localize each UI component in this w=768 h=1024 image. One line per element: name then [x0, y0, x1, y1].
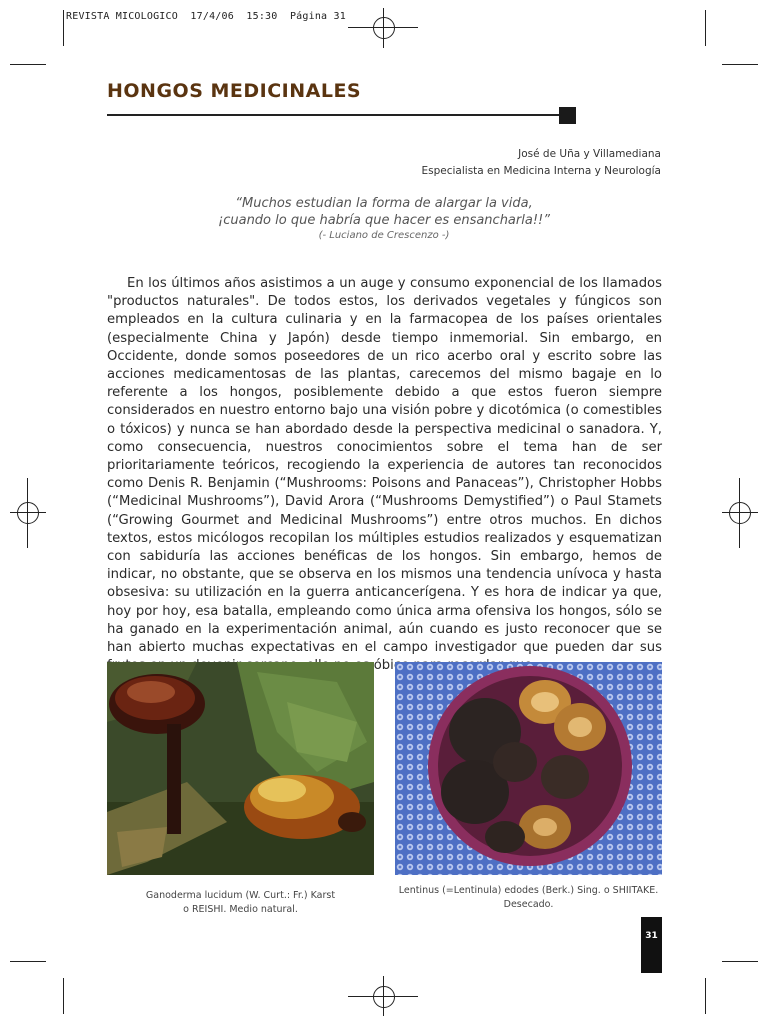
- crop-mark: [705, 978, 706, 1014]
- article-title: HONGOS MEDICINALES: [107, 80, 362, 102]
- crop-mark: [722, 961, 758, 962]
- author-role: Especialista en Medicina Interna y Neurología: [421, 165, 661, 177]
- crop-mark: [63, 10, 64, 46]
- crop-mark: [722, 64, 758, 65]
- article-body: [107, 275, 662, 675]
- photo-ganoderma: [107, 662, 374, 875]
- epigraph: [107, 195, 661, 242]
- print-slug: REVISTA MICOLOGICO 17/4/06 15:30 Página 31: [66, 11, 346, 22]
- caption-line: Ganoderma lucidum (W. Curt.: Fr.) Karst: [145, 890, 336, 901]
- body-paragraph: En los últimos años asistimos a un auge y consumo exponencial de los llamados "productos naturales". De todos estos, los derivados vegetales y fúngicos son empleados en la cultura culinaria y en la farmacopea de los países orientales (especialmente China y Japón) desde tiempo inmemorial. Sin embargo, en Occidente, donde somos poseedores de un rico acerbo oral y escrito sobre las acciones medicamentosas de las plantas, carecemos del mismo bagaje en lo referente a los hongos, posiblemente debido a que estos fueron siempre considerados en nuestro entorno bajo una visión pobre y dicotómica (o comestibles o tóxicos) y nunca se han abordado desde la perspectiva medicinal o sanadora. Y, como consecuencia, nuestros conocimientos sobre el tema han de ser prioritariamente teóricos, recogiendo la experiencia de autores tan reconocidos como Denis R. Benjamin (“Mushrooms: Poisons and Panaceas”), Christopher Hobbs (“Medicinal Mushrooms”), David Arora (“Mushrooms Demystified”) o Paul Stamets (“Growing Gourmet and Medicinal Mushrooms”) entre otros muchos. En dichos textos, estos micólogos recopilan los múltiples estudios realizados y esquematizan con sabiduría las acciones benéficas de los hongos. Sin embargo, hemos de indicar, no obstante, que se observa en los mismos una tendencia unívoca y hasta obsesiva: su utilización en la guerra anticancerígena. Y es hora de indicar ya que, hoy por hoy, esa batalla, empleando como única arma ofensiva los hongos, sólo se ha ganado en la experimentación animal, aún cuando es justo reconocer que se han abierto muchas expectativas en el campo investigador que pueden dar sus óbice: [107, 276, 662, 674]
- caption-line: Lentinus (=Lentinula) edodes (Berk.) Sing. o SHIITAKE.: [398, 885, 659, 896]
- epigraph-source: (- Luciano de Crescenzo -): [318, 230, 450, 241]
- epigraph-line-2: ¡cuando lo que habría que hacer es ensancharla!!”: [218, 213, 550, 228]
- page-number: 31: [645, 931, 658, 941]
- title-square-ornament: [559, 107, 576, 124]
- caption-line: Desecado.: [503, 898, 554, 910]
- page-number-tab: [641, 917, 662, 973]
- crop-mark: [10, 64, 46, 65]
- epigraph-line-1: “Muchos estudian la forma de alargar la vida,: [235, 196, 533, 211]
- caption-line: o REISHI. Medio natural.: [183, 903, 298, 915]
- photo-shiitake: [395, 662, 662, 875]
- title-rule: [107, 114, 562, 116]
- caption-ganoderma: [107, 889, 374, 916]
- crop-mark: [705, 10, 706, 46]
- caption-shiitake: [395, 884, 662, 911]
- author-block: [422, 146, 662, 180]
- author-name: José de Uña y Villamediana: [518, 148, 661, 160]
- crop-mark: [10, 961, 46, 962]
- crop-mark: [63, 978, 64, 1014]
